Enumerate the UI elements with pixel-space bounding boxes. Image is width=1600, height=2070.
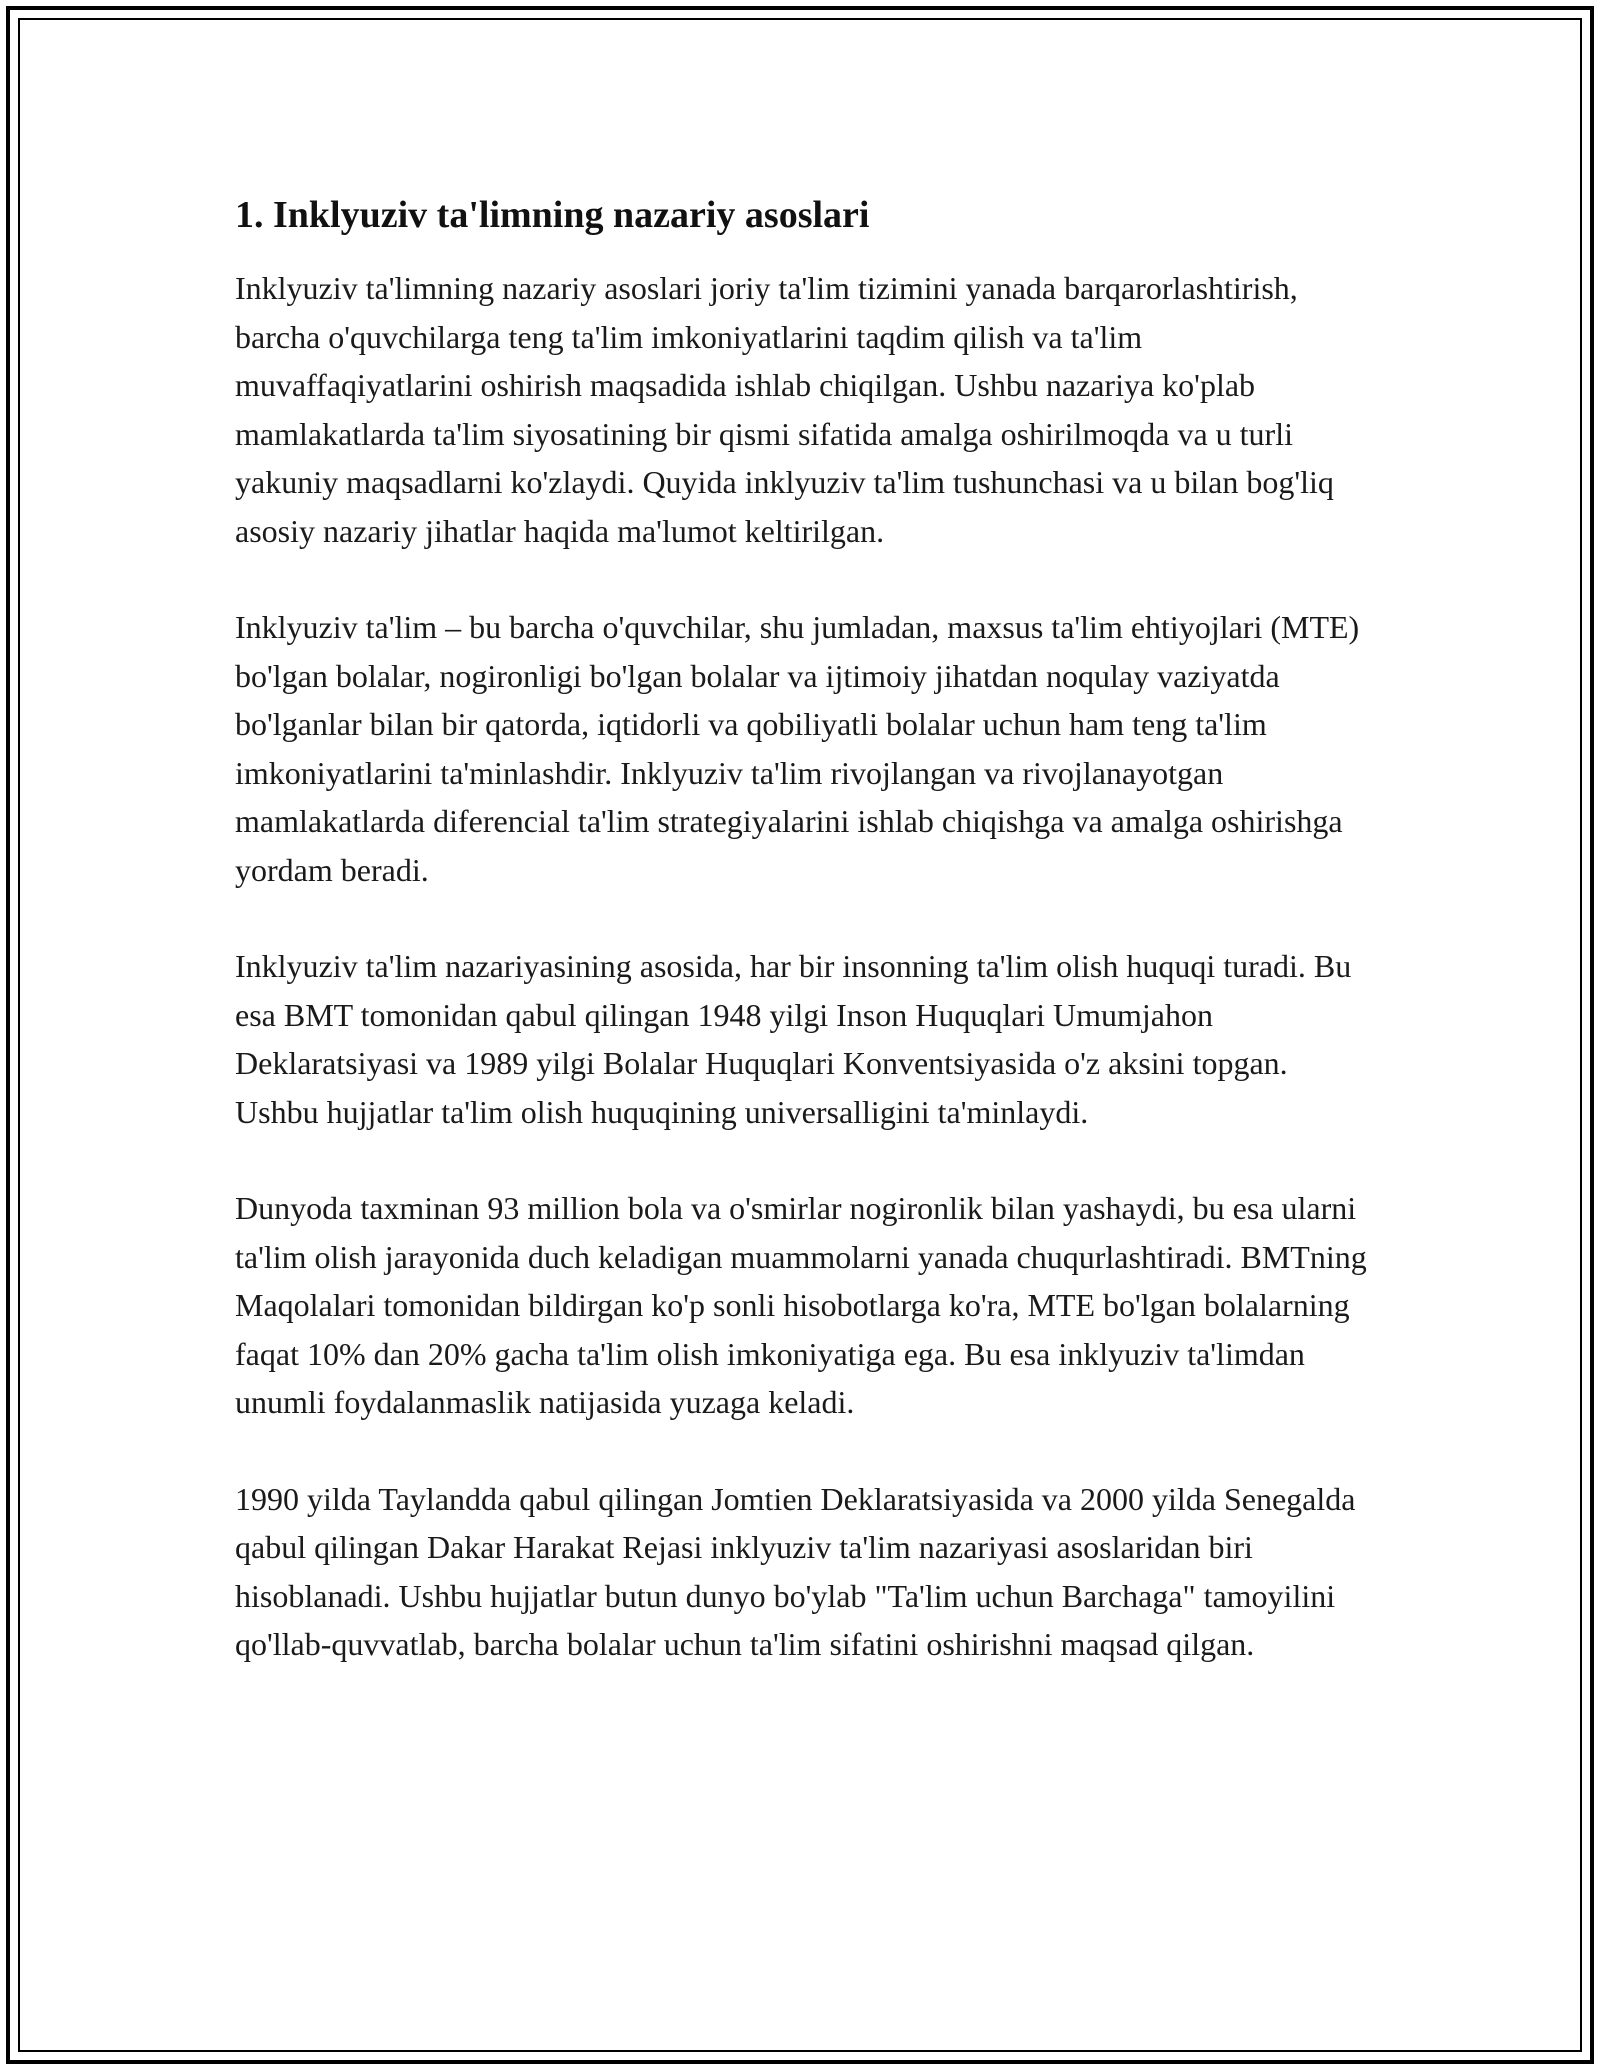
paragraph-2: Inklyuziv ta'lim – bu barcha o'quvchilar, shu jumladan, maxsus ta'lim ehtiyojlari (MTE) bo'lgan bolalar, nogironligi bo'lgan bolalar va ijtimoiy jihatdan noqulay vaziyatda bo'lganlar bilan bir qatorda, iqtidorli va qobiliyatli bolalar uchun ham teng ta'lim imkoniyatlarini ta'minlashdir. Inklyuziv ta'lim rivojlangan va rivojlanayotgan mamlakatlarda diferencial ta'lim strategiyalarini ishlab chiqishga va amalga oshirishga yordam beradi. xyxy=(235,609,1360,888)
paragraph-4: Dunyoda taxminan 93 million bola va o'smirlar nogironlik bilan yashaydi, bu esa ularni ta'lim olish jarayonida duch keladigan muammolarni yanada chuqurlashtiradi. BMTning Maqolalari tomonidan bildirgan ko'p sonli hisobotlarga ko'ra, MTE bo'lgan bolalarning faqat 10% dan 20% gacha ta'lim olish imkoniyatiga ega. Bu esa inklyuziv ta'limdan unumli foydalanmaslik natijasida yuzaga keladi. xyxy=(235,1190,1367,1420)
paragraph-3: Inklyuziv ta'lim nazariyasining asosida, har bir insonning ta'lim olish huquqi turadi. Bu esa BMT tomonidan qabul qilingan 1948 yilgi Inson Huquqlari Umumjahon Deklaratsiyasi va 1989 yilgi Bolalar Huquqlari Konventsiyasida o'z aksini topgan. Ushbu hujjatlar ta'lim olish huquqining universalligini ta'minlaydi. xyxy=(235,948,1352,1130)
paragraph-1: Inklyuziv ta'limning nazariy asoslari joriy ta'lim tizimini yanada barqarorlashtirish, barcha o'quvchilarga teng ta'lim imkoniyatlarini taqdim qilish va ta'lim muvaffaqiyatlarini oshirish maqsadida ishlab chiqilgan. Ushbu nazariya ko'plab mamlakatlarda ta'lim siyosatining bir qismi sifatida amalga oshirilmoqda va u turli yakuniy maqsadlarni ko'zlaydi. Quyida inklyuziv ta'lim tushunchasi va u bilan bog'liq asosiy nazariy jihatlar haqida ma'lumot keltirilgan. xyxy=(235,270,1334,549)
section-heading: 1. Inklyuziv ta'limning nazariy asoslari xyxy=(235,194,870,236)
document-body xyxy=(235,190,1375,1717)
paragraph-5: 1990 yilda Taylandda qabul qilingan Jomtien Deklaratsiyasida va 2000 yilda Senegalda qabul qilingan Dakar Harakat Rejasi inklyuziv ta'lim nazariyasi asoslaridan biri hisoblanadi. Ushbu hujjatlar butun dunyo bo'ylab "Ta'lim uchun Barchaga" tamoyilini qo'llab-quvvatlab, barcha bolalar uchun ta'lim sifatini oshirishni maqsad qilgan. xyxy=(235,1480,1356,1662)
